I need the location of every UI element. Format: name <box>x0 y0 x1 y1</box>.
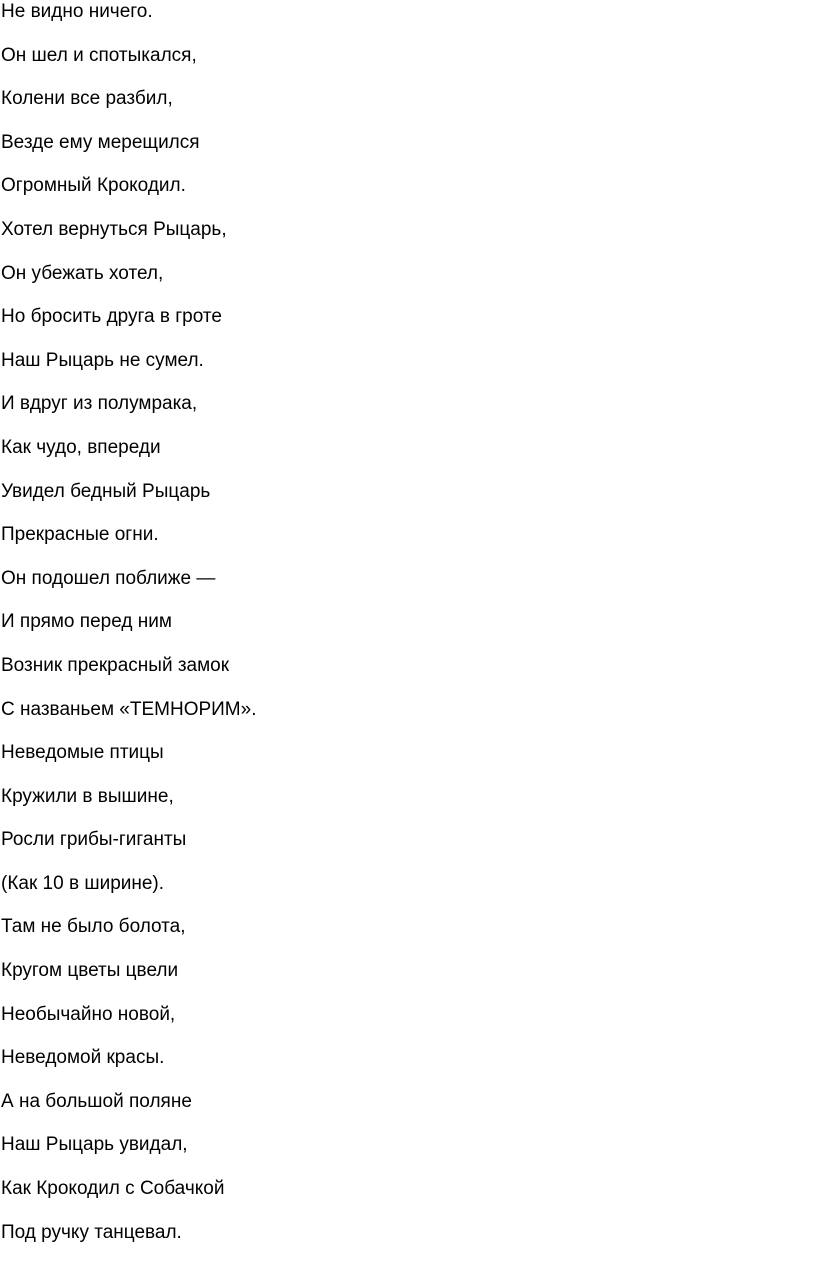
poem-line: Но бросить друга в гроте <box>1 306 222 328</box>
poem-line: Он убежать хотел, <box>1 262 164 284</box>
poem-line: Увидел бедный Рыцарь <box>1 480 211 502</box>
poem-line: Огромный Крокодил. <box>1 175 186 197</box>
poem-line: Колени все разбил, <box>1 88 173 110</box>
poem-line: Наш Рыцарь увидал, <box>1 1134 188 1156</box>
poem-line: Необычайно новой, <box>1 1003 176 1025</box>
poem-line: Возник прекрасный замок <box>1 654 230 676</box>
poem-line: И прямо перед ним <box>1 611 172 633</box>
poem-line: Под ручку танцевал. <box>1 1221 182 1243</box>
poem-line: Он шел и спотыкался, <box>1 44 197 66</box>
poem-line: Росли грибы-гиганты <box>1 829 187 851</box>
poem-line: Кругом цветы цвели <box>1 960 179 982</box>
poem-line: Не видно ничего. <box>1 1 153 22</box>
poem-line: Хотел вернуться Рыцарь, <box>1 218 227 240</box>
poem-line: Кружили в вышине, <box>1 785 174 807</box>
poem-line: Неведомые птицы <box>1 742 164 764</box>
poem-line: Неведомой красы. <box>1 1047 165 1069</box>
poem-line: Как чудо, впереди <box>1 436 161 458</box>
poem-line: (Как 10 в ширине). <box>1 872 165 894</box>
poem-line: С названьем «ТЕМНОРИМ». <box>1 698 257 720</box>
poem-line: И вдруг из полумрака, <box>1 393 198 415</box>
poem-line: Там не было болота, <box>1 916 186 938</box>
poem-line: А на большой поляне <box>1 1090 192 1112</box>
poem-line: Наш Рыцарь не сумел. <box>1 349 204 371</box>
poem-line: Как Крокодил с Собачкой <box>1 1178 225 1200</box>
poem-text <box>1 0 256 1264</box>
poem-line: Он подошел поближе — <box>1 567 216 589</box>
poem-line: Прекрасные огни. <box>1 524 159 546</box>
poem-line: Везде ему мерещился <box>1 131 200 153</box>
